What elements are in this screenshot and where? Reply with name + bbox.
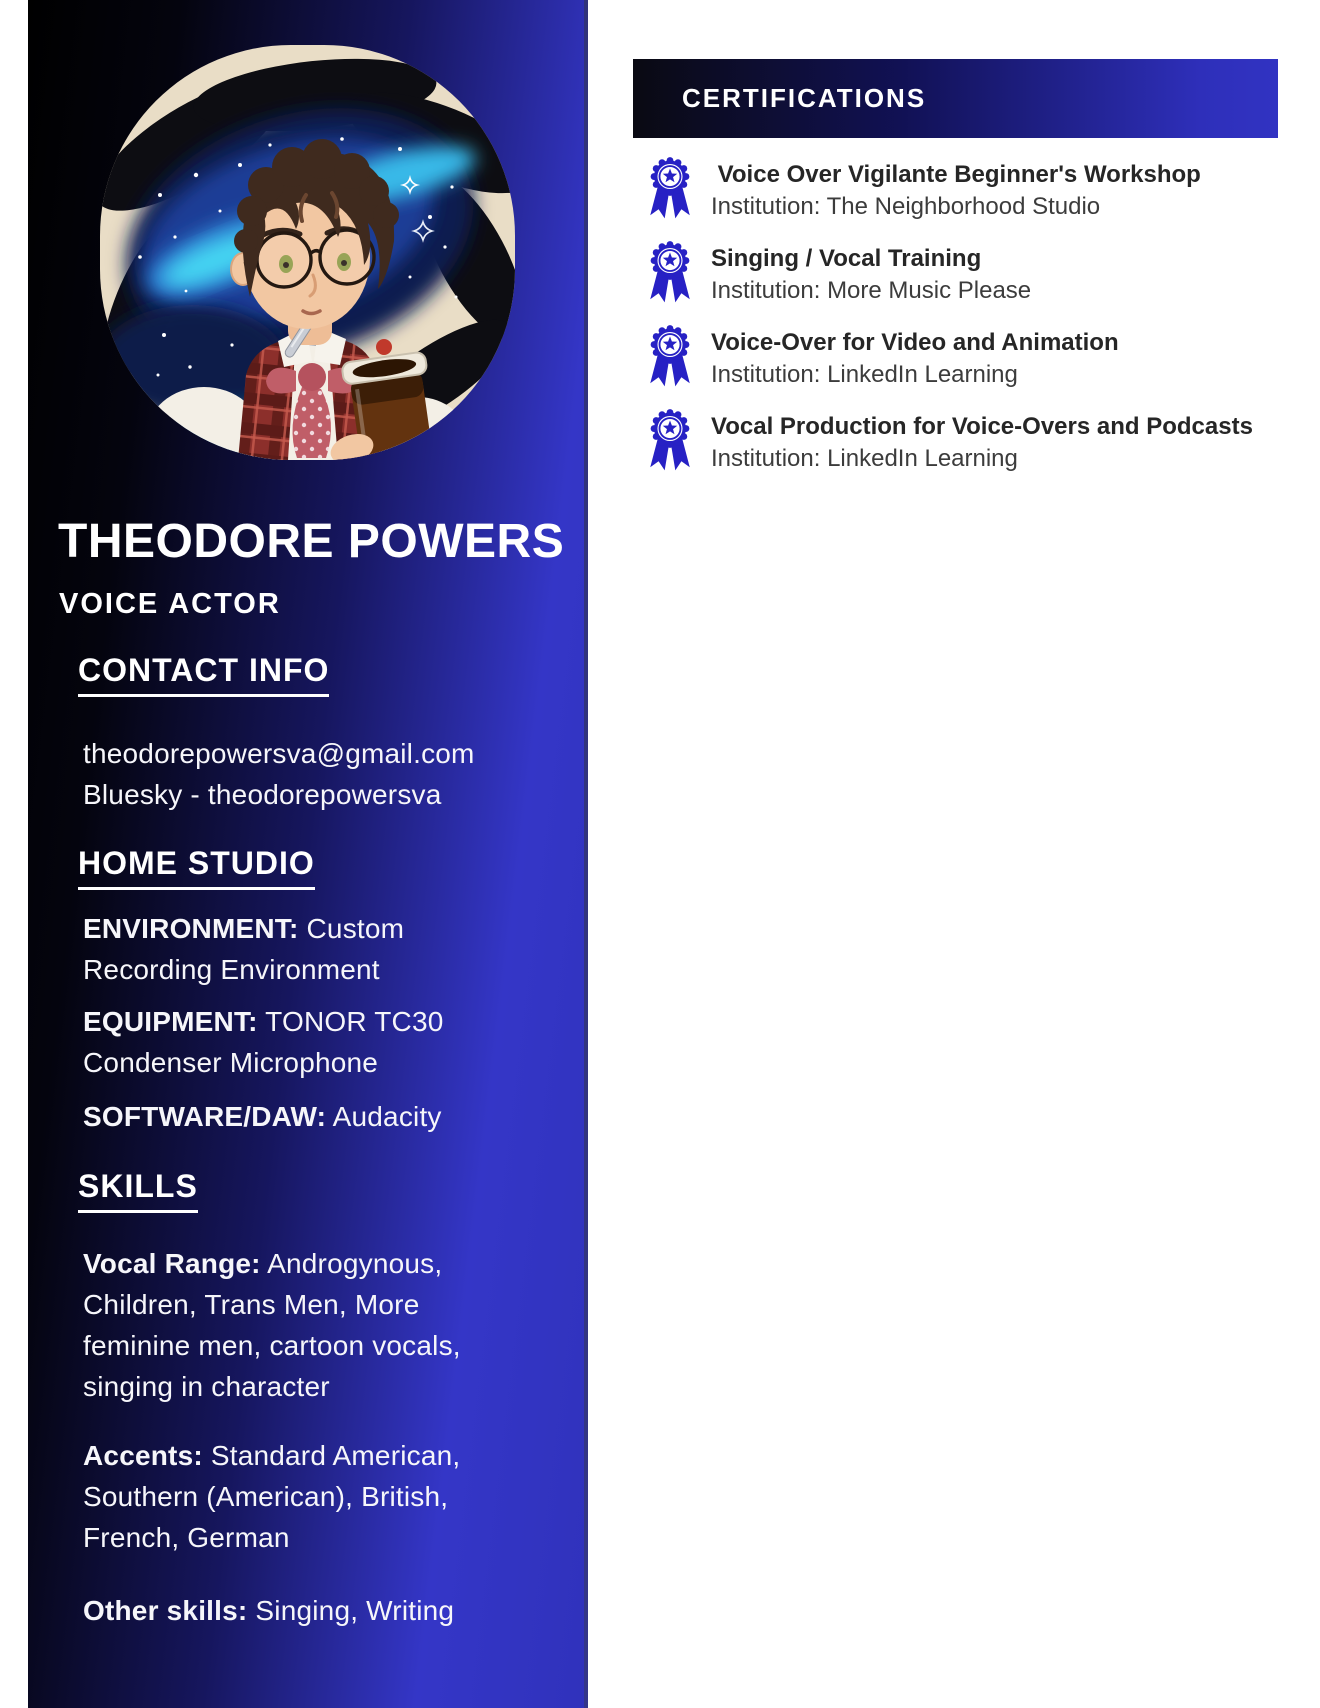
contact-email: theodorepowersva@gmail.com — [83, 738, 475, 769]
certification-title: Voice Over Vigilante Beginner's Workshop — [711, 161, 1201, 188]
certification-item — [647, 408, 1253, 484]
contact-info-heading: CONTACT INFO — [78, 652, 329, 697]
home-studio-heading: HOME STUDIO — [78, 845, 315, 890]
certification-title: Vocal Production for Voice-Overs and Podcasts — [711, 413, 1253, 440]
skill-vocal-range: Vocal Range: Androgynous, Children, Trans Men, More feminine men, cartoon vocals, singing in character — [83, 1248, 461, 1402]
contact-bluesky: Bluesky - theodorepowersva — [83, 779, 442, 810]
profile-illustration — [100, 45, 515, 460]
certification-item — [647, 324, 1253, 400]
sidebar — [28, 0, 588, 1708]
certification-title: Singing / Vocal Training — [711, 245, 982, 272]
award-ribbon-icon — [647, 240, 693, 316]
avatar-artwork — [100, 45, 515, 460]
skills-heading: SKILLS — [78, 1168, 198, 1213]
person-name: THEODORE POWERS — [58, 515, 565, 568]
certification-institution: Institution: LinkedIn Learning — [711, 445, 1018, 472]
person-role: VOICE ACTOR — [59, 588, 281, 620]
certification-institution: Institution: LinkedIn Learning — [711, 361, 1018, 388]
studio-equipment: EQUIPMENT: TONOR TC30 Condenser Microphone — [83, 1006, 444, 1078]
award-ribbon-icon — [647, 324, 693, 400]
studio-software: SOFTWARE/DAW: Audacity — [83, 1101, 442, 1132]
certification-item — [647, 240, 1253, 316]
skill-accents: Accents: Standard American, Southern (American), British, French, German — [83, 1440, 461, 1553]
award-ribbon-icon — [647, 156, 693, 232]
certifications-list — [647, 156, 1253, 492]
certifications-banner — [633, 59, 1278, 138]
certifications-heading: CERTIFICATIONS — [682, 83, 927, 113]
certification-title: Voice-Over for Video and Animation — [711, 329, 1119, 356]
contact-info-lines — [83, 733, 543, 815]
certification-item — [647, 156, 1253, 232]
studio-environment: ENVIRONMENT: Custom Recording Environment — [83, 913, 405, 985]
certification-institution: Institution: More Music Please — [711, 277, 1032, 304]
award-ribbon-icon — [647, 408, 693, 484]
skill-other: Other skills: Singing, Writing — [83, 1595, 455, 1626]
certification-institution: Institution: The Neighborhood Studio — [711, 193, 1101, 220]
